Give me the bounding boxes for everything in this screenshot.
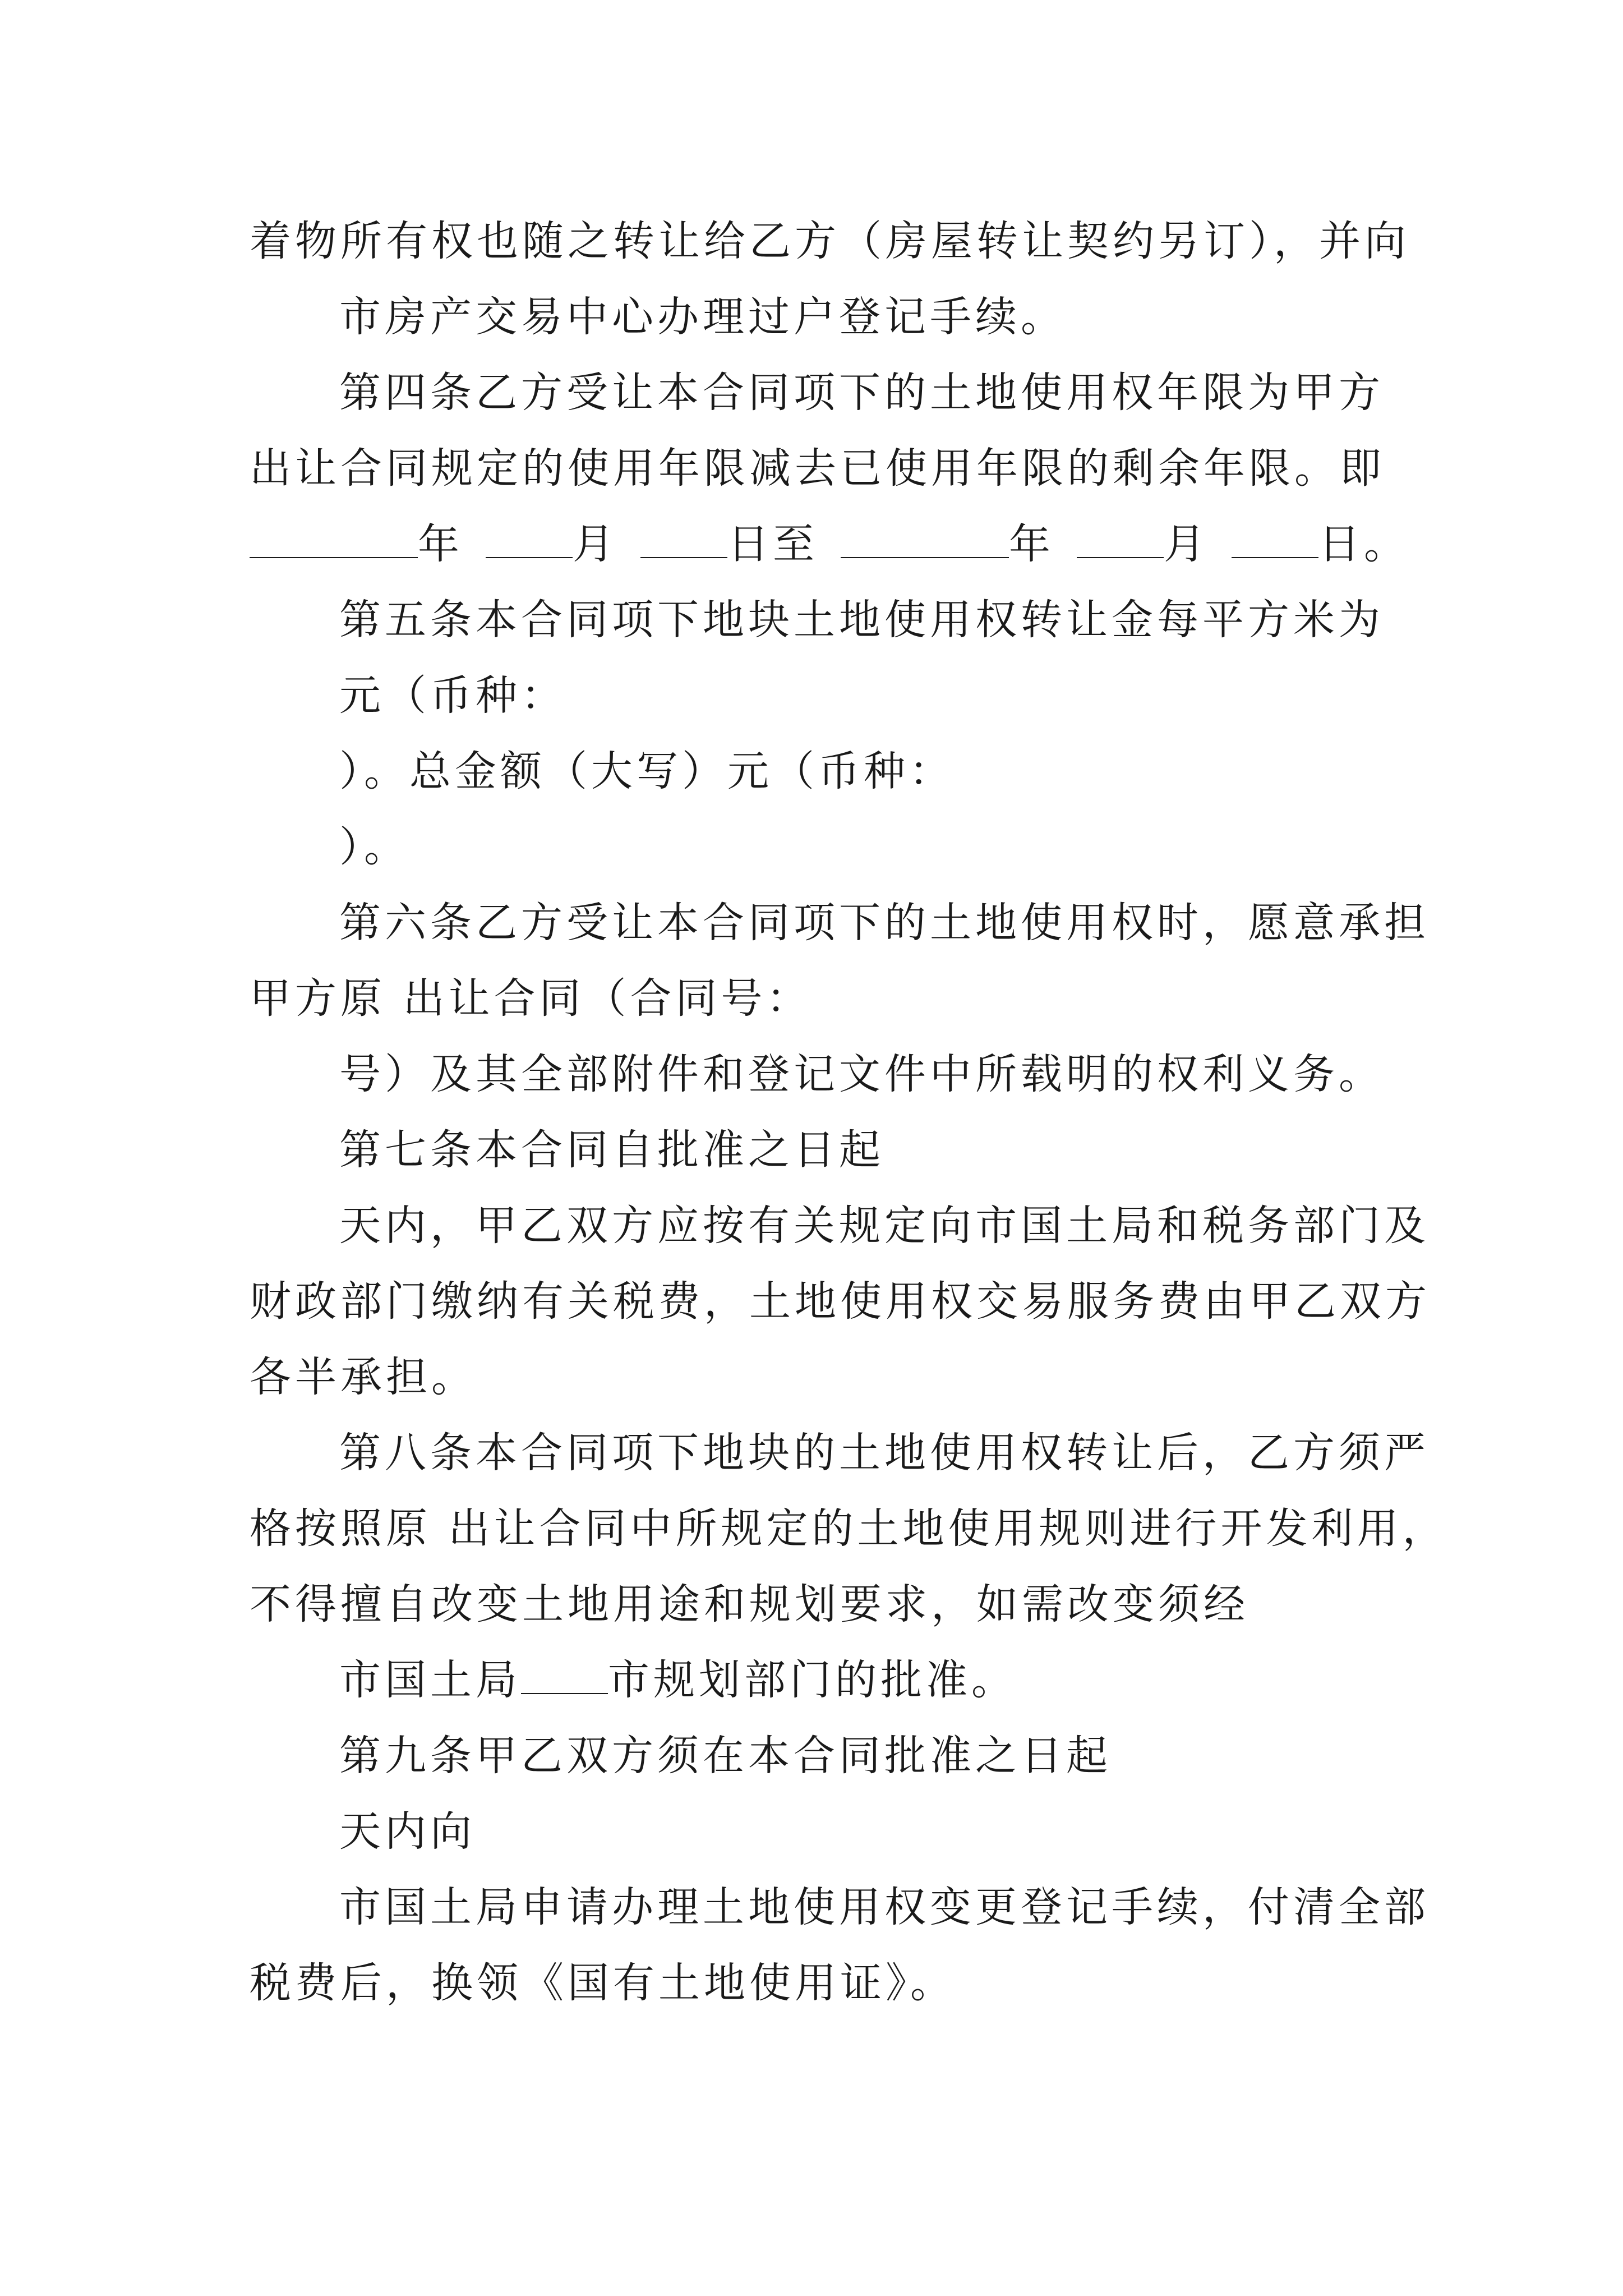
article-9-line-2: 天内向 (339, 1807, 476, 1856)
day-end-label: 日。 (1318, 520, 1409, 568)
article-6-line-2: 甲方原 出让合同（合同号： (250, 974, 812, 1023)
planning-approval-text: 市规划部门的批准。 (608, 1656, 1017, 1704)
article-4-line-2: 出让合同规定的使用年限减去已使用年限的剩余年限。即 (250, 444, 1385, 493)
land-bureau-label: 市国土局 (339, 1656, 521, 1704)
year-start-label: 年 (418, 520, 463, 568)
blank-year-start (250, 521, 418, 558)
article-7-line-4: 各半承担。 (250, 1353, 477, 1401)
article-8-line-4 (339, 1655, 1017, 1705)
date-range-line (250, 519, 1409, 569)
blank-month-end (1077, 521, 1164, 558)
year-end-label: 年 (1009, 520, 1054, 568)
article-5-line-4: ）。 (339, 823, 409, 871)
month-end-label: 月 (1164, 520, 1209, 568)
article-5-line-1: 第五条本合同项下地块土地使用权转让金每平方米为 (339, 596, 1384, 644)
text-line-2: 市房产交易中心办理过户登记手续。 (339, 293, 1066, 341)
article-7-line-1: 第七条本合同自批准之日起 (339, 1126, 884, 1174)
article-6-line-3: 号）及其全部附件和登记文件中所载明的权利义务。 (339, 1050, 1384, 1098)
article-5-line-2: 元（币种： (339, 671, 566, 720)
article-8-line-3: 不得擅自改变土地用途和规划要求，如需改变须经 (250, 1580, 1249, 1628)
article-9-line-4: 税费后，换领《国有土地使用证》。 (250, 1959, 956, 2007)
day-start-label: 日至 (727, 520, 818, 568)
article-8-line-2: 格按照原 出让合同中所规定的土地使用规则进行开发利用， (250, 1504, 1448, 1553)
blank-bureau (521, 1657, 608, 1694)
article-5-line-3: ）。总金额（大写）元（币种： (339, 747, 955, 795)
blank-day-start (640, 521, 727, 558)
text-line-1: 着物所有权也随之转让给乙方（房屋转让契约另订），并向 (250, 217, 1410, 265)
month-start-label: 月 (573, 520, 618, 568)
blank-day-end (1232, 521, 1318, 558)
article-7-line-2: 天内，甲乙双方应按有关规定向市国土局和税务部门及 (339, 1202, 1430, 1250)
blank-month-start (486, 521, 573, 558)
article-7-line-3: 财政部门缴纳有关税费，土地使用权交易服务费由甲乙双方 (250, 1277, 1431, 1326)
blank-year-end (841, 521, 1009, 558)
article-9-line-3: 市国土局申请办理土地使用权变更登记手续，付清全部 (339, 1883, 1430, 1931)
article-9-line-1: 第九条甲乙双方须在本合同批准之日起 (339, 1732, 1112, 1780)
article-4-line-1: 第四条乙方受让本合同项下的土地使用权年限为甲方 (339, 369, 1384, 417)
article-8-line-1: 第八条本合同项下地块的土地使用权转让后，乙方须严 (339, 1429, 1430, 1477)
article-6-line-1: 第六条乙方受让本合同项下的土地使用权时，愿意承担 (339, 899, 1430, 947)
